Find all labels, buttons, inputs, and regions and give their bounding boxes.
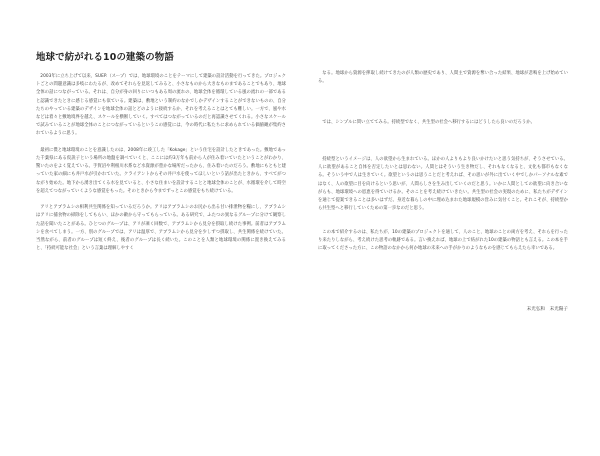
left-paragraph-2: 最初に僕と地球環境のことを意識したのは、2008年に竣工した「Kokage」という住宅を設計したときであった。敷地であった千葉県にある仮説子という場所の地盤を調べていくと、ここには約3万年も前から人が住み着いていたということがわかり、驚いたのをよく覚えている。手賀沼や利根川水系など水資源が豊かな場所だったから、住み着いたのだろう。敷地にもともと建っていた家の細にも井戸水が引かれていた。クライアントからその井戸水を使ってほしいという話が出たときから、すべてがつながり始めた。地下から湧き出てくる水を見ていると、小さな住まいを設計することと地球全体のことが、水循環を介して時空を超えてつながっていくような感覚をもった。そのときから今までずっとこの感覚をもち続けている。 [36,147,286,194]
left-column [36,73,286,262]
right-column-block-1 [318,70,568,95]
left-paragraph-3: アリとアブラムシの相利共生関係を知っているだろうか。アリはアブラムシのお尻から出る甘い排泄物を糧にし、アブラムシはアリに捕食物の掃除をしてもらい、ほかの敵から守ってもらっている。ある研究で、ふたつの異なるグループに分けて観察した話を聞いたことがある。ひとつのグループは、アリが凍く回数で、アブラムシから見分を摂取し続けた事例。前者はアブラムシを食べてしまう。一方、別のグループでは、アリは温厚で、アブラムシから見分を少しずつ摂取し、共生関係を続けていた。当然ながら、前者のグループは短く終え、後者のグループは長く続いた。このことを人類と地球環境の関係に置き換えてみると、「持続可能な社会」という言葉は理解しやすく [36,205,286,252]
right-paragraph-3: 持続型というイメージは、人の欲望から生まれている。ほかの人よりもより良いかけたいと思う気持ちが、そうさせている。人に欲望があること自体を否定したいとは思わない。人間とはそういう生き物だし、それもなくなると、文化も都市もなくなる。そういう中で人は生きていく。欲望というのは思うことだと考えれば、その思いが外に出ていく中でしかパーソナルな素ではなく、人の欲望に目を向けるという思いが、人間らしさを生み出していくのだと思う。いかに人間としての欲望に向き合いながらも、地球環境への恩恵を得ていけるか。そのことを考え続けていきたい。共生型の社会の実現のために、私たちがデザインを通じて提案できることは多いはずだ。身近な暮らしの中に埋め込まれた地球規模の営みに気付くこと。それこそが、持続型から共生型へと移行していくための第一歩なのだと思う。 [318,157,568,212]
page-title: 地球で紡がれる10の建築の物語 [36,52,174,63]
left-paragraph-1: 2003年に立ち上げて以来、SUEP.（スープ）では、地球環境のことをテーマにして建築の設計活動を行ってきた。プロジェクトごとの問題意識は多岐にわたるが、改めてそれらを見返してみると、小さなものから大きなものまであることでもあり、地球全体の話につながっている。それは、自分が身の回りにいつもある周の流れの、地球全体を循環している風の流れの一部であると認識できたときに感じる感覚にも似ている。建築は、敷地という制約のなかでしかデザインすることができないものの、自分たちのやっている建築のデザインを地球全体の話とどのように接続するか、それを考えることはとても難しい。一方で、風や水などは着々と敷地境界を越え、スケールを横断していく。すべてはつながっているのだと再認識させてくれる。小さなスケールで試みていることが地球全体のことにつながっているというこの感覚には、今の時代に私たちに求められている価値観が集約されているように思う。 [36,74,286,137]
right-column-block-4 [318,229,568,262]
right-column-block-2 [318,119,568,135]
right-paragraph-2: では、シンプルに問い立ててみる。持続型でなく、共生型の社会へ移行するにはどうしたら良いのだろうか。 [322,120,535,125]
right-paragraph-4: この本で紹介するのは、私たちが、10の建築のプロジェクトを通して、人のこと、地球のことの両方を考え、それらを行ったり来たりしながら、考え続けた思考の軌跡である。言い換えれば、地球の上で紡がれた10の建築の物語とも言える。この本を手に取ってくださった方に、この物語のなかから何か地球の未来への手がかりのようなものを感じてもらえたら幸いである。 [318,230,568,252]
right-column-block-3 [318,156,568,222]
right-paragraph-1: なる。地球から資源を搾取し続けてきたのが人類の歴史であり、人間主で資源を奪い合った結果、地球が悲鳴を上げ始めている。 [318,71,568,85]
author-signature: 末光弘和 末光陽子 [526,307,568,312]
